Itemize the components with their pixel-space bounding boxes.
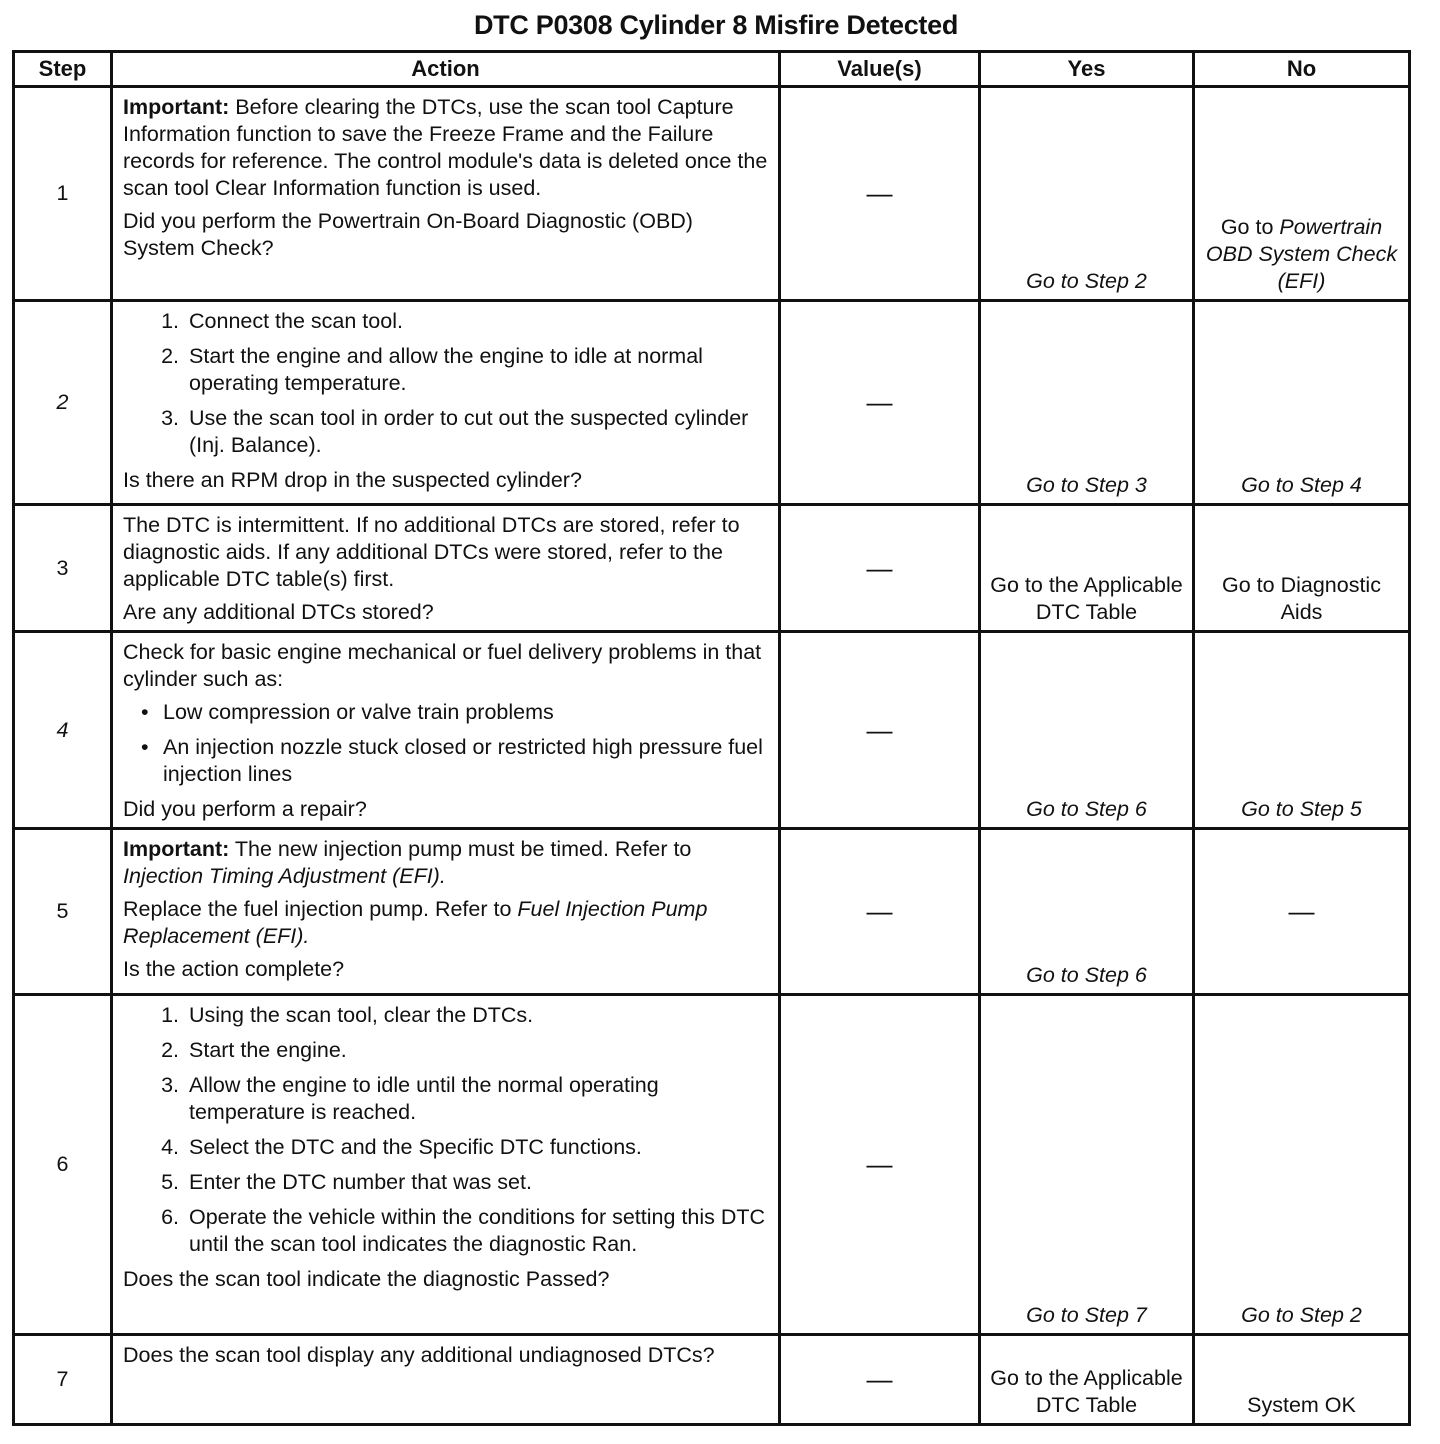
list-number: 2.: [161, 344, 179, 368]
action-cell: [112, 87, 780, 301]
step-number: 1: [14, 87, 112, 301]
diagnostic-table: [12, 50, 1411, 1426]
list-number: 4.: [161, 1135, 179, 1159]
no-action: Go to Step 5: [1194, 632, 1410, 829]
list-text: Low compression or valve train problems: [163, 700, 554, 724]
action-cell: [112, 1335, 780, 1425]
step-number: 6: [14, 995, 112, 1335]
list-text: Enter the DTC number that was set.: [189, 1170, 532, 1194]
list-text: An injection nozzle stuck closed or restricted high pressure fuel injection lines: [163, 735, 763, 786]
question-text: Are any additional DTCs stored?: [123, 600, 434, 624]
list-text: Allow the engine to idle until the normal operating temperature is reached.: [189, 1073, 659, 1124]
list-item: [147, 343, 768, 397]
list-text: Using the scan tool, clear the DTCs.: [189, 1003, 534, 1027]
list-text: Connect the scan tool.: [189, 309, 403, 333]
list-item: [147, 1169, 768, 1196]
question-text: Does the scan tool display any additional undiagnosed DTCs?: [123, 1343, 715, 1367]
no-action: Go to Diagnostic Aids: [1194, 505, 1410, 632]
table-row: [14, 995, 1410, 1335]
list-item: [141, 699, 768, 726]
action-cell: [112, 632, 780, 829]
replace-text: Replace the fuel injection pump. Refer to: [123, 897, 518, 921]
value-cell: —: [780, 301, 980, 505]
list-text: Operate the vehicle within the conditions for setting this DTC until the scan tool indicates the diagnostic Ran.: [189, 1205, 766, 1256]
step-number: 4: [14, 632, 112, 829]
value-cell: —: [780, 1335, 980, 1425]
list-number: 2.: [161, 1038, 179, 1062]
important-label: Important:: [123, 95, 230, 119]
no-action: [1194, 87, 1410, 301]
bullet-list: [123, 699, 768, 788]
no-action: Go to Step 2: [1194, 995, 1410, 1335]
page-title: DTC P0308 Cylinder 8 Misfire Detected: [473, 10, 959, 40]
list-item: [147, 308, 768, 335]
list-item: [147, 1072, 768, 1126]
numbered-list: [123, 1002, 768, 1258]
list-item: [147, 405, 768, 459]
list-item: [147, 1134, 768, 1161]
bullet-icon: •: [141, 735, 149, 759]
header-no: No: [1194, 52, 1410, 87]
yes-action: Go to Step 6: [980, 829, 1194, 995]
yes-action: Go to Step 6: [980, 632, 1194, 829]
list-number: 3.: [161, 406, 179, 430]
list-number: 3.: [161, 1073, 179, 1097]
value-cell: —: [780, 87, 980, 301]
list-item: [147, 1037, 768, 1064]
no-action-prefix: Go to: [1220, 215, 1280, 239]
table-row: [14, 1335, 1410, 1425]
question-text: Does the scan tool indicate the diagnostic Passed?: [123, 1267, 610, 1291]
list-text: Select the DTC and the Specific DTC functions.: [189, 1135, 642, 1159]
list-text: Start the engine.: [189, 1038, 347, 1062]
no-action-reference: Powertrain OBD System Check (EFI): [1205, 215, 1398, 293]
yes-action: Go to the Applicable DTC Table: [980, 505, 1194, 632]
step-number: 5: [14, 829, 112, 995]
value-cell: —: [780, 995, 980, 1335]
important-text: The new injection pump must be timed. Refer to: [229, 837, 692, 861]
question-text: Did you perform the Powertrain On-Board Diagnostic (OBD) System Check?: [123, 209, 693, 260]
list-number: 5.: [161, 1170, 179, 1194]
important-reference: Injection Timing Adjustment (EFI).: [123, 864, 446, 888]
action-cell: [112, 301, 780, 505]
action-cell: [112, 995, 780, 1335]
important-text: Before clearing the DTCs, use the scan tool Capture Information function to save the Freeze Frame and the Failure records for reference. The control module's data is deleted once the scan tool Clear Information function is used.: [123, 95, 768, 200]
no-action: System OK: [1194, 1335, 1410, 1425]
table-row: [14, 301, 1410, 505]
numbered-list: [123, 308, 768, 459]
no-action: —: [1194, 829, 1410, 995]
table-row: [14, 505, 1410, 632]
header-action: Action: [112, 52, 780, 87]
action-text: Check for basic engine mechanical or fuel delivery problems in that cylinder such as:: [123, 640, 762, 691]
value-cell: —: [780, 632, 980, 829]
list-number: 1.: [161, 309, 179, 333]
header-step: Step: [14, 52, 112, 87]
replace-reference: Fuel Injection Pump Replacement (EFI).: [123, 897, 708, 948]
yes-action: Go to Step 3: [980, 301, 1194, 505]
value-cell: —: [780, 829, 980, 995]
bullet-icon: •: [141, 700, 149, 724]
step-number: 2: [14, 301, 112, 505]
list-item: [147, 1002, 768, 1029]
important-note: [123, 94, 768, 202]
yes-action: Go to Step 2: [980, 87, 1194, 301]
header-row: [14, 52, 1410, 87]
header-yes: Yes: [980, 52, 1194, 87]
table-row: [14, 632, 1410, 829]
action-text: The DTC is intermittent. If no additional DTCs are stored, refer to diagnostic aids. If any additional DTCs were stored, refer to the applicable DTC table(s) first.: [123, 513, 740, 591]
yes-action: Go to the Applicable DTC Table: [980, 1335, 1194, 1425]
replace-instruction: [123, 896, 768, 950]
important-note: [123, 836, 768, 890]
header-values: Value(s): [780, 52, 980, 87]
step-number: 7: [14, 1335, 112, 1425]
value-cell: —: [780, 505, 980, 632]
table-row: [14, 829, 1410, 995]
list-text: Use the scan tool in order to cut out the suspected cylinder (Inj. Balance).: [189, 406, 749, 457]
step-number: 3: [14, 505, 112, 632]
important-label: Important:: [123, 837, 230, 861]
question-text: Did you perform a repair?: [123, 797, 367, 821]
list-item: [141, 734, 768, 788]
action-cell: [112, 505, 780, 632]
yes-action: Go to Step 7: [980, 995, 1194, 1335]
list-number: 1.: [161, 1003, 179, 1027]
action-cell: [112, 829, 780, 995]
list-number: 6.: [161, 1205, 179, 1229]
list-item: [147, 1204, 768, 1258]
no-action: Go to Step 4: [1194, 301, 1410, 505]
table-row: [14, 87, 1410, 301]
question-text: Is there an RPM drop in the suspected cylinder?: [123, 468, 582, 492]
list-text: Start the engine and allow the engine to idle at normal operating temperature.: [189, 344, 703, 395]
question-text: Is the action complete?: [123, 957, 345, 981]
